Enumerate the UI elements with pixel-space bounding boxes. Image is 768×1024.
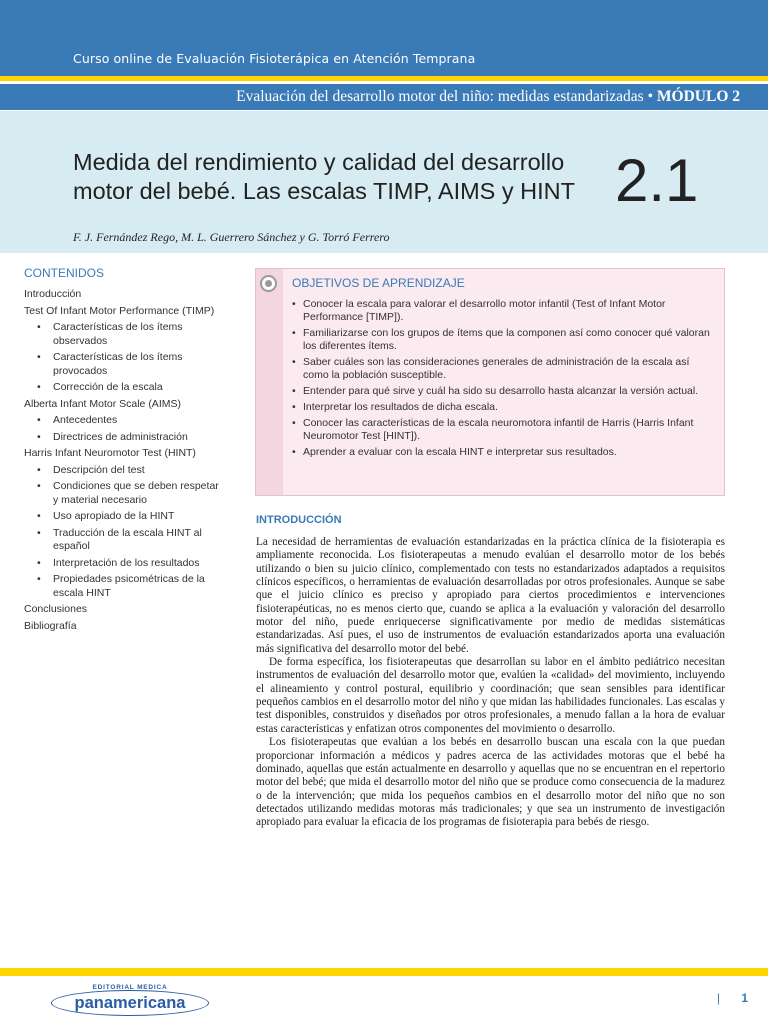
module-bar <box>0 84 768 110</box>
objective-item: • Interpretar los resultados de dicha escala. <box>292 401 712 414</box>
contents-item[interactable]: Harris Infant Neuromotor Test (HINT) <box>24 447 196 459</box>
contents-subitem[interactable]: • Características de los ítems observados <box>24 321 224 348</box>
introduction-body <box>256 536 725 830</box>
objective-item: • Conocer las características de la escala neuromotora infantil de Harris (Harris Infant Neuromotor Test [HINT]). <box>292 417 712 443</box>
contents-subitem[interactable]: • Antecedentes <box>24 414 224 428</box>
chapter-authors: F. J. Fernández Rego, M. L. Guerrero Sánchez y G. Torró Ferrero <box>73 230 390 244</box>
contents-subitem[interactable]: • Traducción de la escala HINT al español <box>24 527 224 554</box>
contents-item[interactable]: Bibliografía <box>24 619 77 632</box>
objective-item: • Entender para qué sirve y cuál ha sido su desarrollo hasta alcanzar la versión actual. <box>292 385 712 398</box>
contents-subitem[interactable]: • Características de los ítems provocados <box>24 351 224 378</box>
logo-main-text: panamericana <box>51 990 209 1016</box>
target-icon <box>260 275 277 292</box>
module-separator: • <box>647 88 654 105</box>
contents-item[interactable]: Conclusiones <box>24 603 88 615</box>
introduction-paragraph: De forma específica, los fisioterapeutas que desarrollan su labor en el ámbito pediátrico necesitan instrumentos de evaluación del desarrollo motor que, evalúen la «calidad» del movimiento, incluyendo el alineamiento y control postural, equilibrio y coordinación; que sean sensibles para identificar pequeños cambios en el desarrollo motor del niño y que midan las habilidades funcionales. Las escalas y test disponibles, construidos y diseñados por otros profesionales, a menudo fallan a la hora de evaluar estas características y enfatizan otros componentes del movimiento o desarrollo. <box>256 656 725 735</box>
contents-heading: CONTENIDOS <box>24 266 105 280</box>
page-number <box>717 991 748 1005</box>
contents-item[interactable]: Introducción <box>24 288 82 300</box>
contents-subitem[interactable]: • Condiciones que se deben respetar y material necesario <box>24 480 224 507</box>
logo-top-text: EDITORIAL MEDICA <box>92 984 168 991</box>
objectives-stripe <box>256 269 283 495</box>
contents-item[interactable]: Alberta Infant Motor Scale (AIMS) <box>24 397 181 410</box>
header-divider <box>0 76 768 81</box>
contents-subitem[interactable]: • Directrices de administración <box>24 431 224 445</box>
page-separator: | <box>716 991 720 1005</box>
chapter-title-line2: motor del bebé. Las escalas TIMP, AIMS y HINT <box>73 178 575 204</box>
chapter-title <box>73 148 613 206</box>
publisher-logo <box>51 984 209 1016</box>
contents-subitem[interactable]: • Uso apropiado de la HINT <box>24 510 224 524</box>
contents-list <box>24 288 224 633</box>
contents-item[interactable]: Test Of Infant Motor Performance (TIMP) <box>24 304 215 317</box>
objective-item: • Familiarizarse con los grupos de ítems que la componen así como conocer qué valoran los diferentes ítems. <box>292 327 712 353</box>
module-text <box>236 88 740 106</box>
objective-item: • Aprender a evaluar con la escala HINT e interpretar sus resultados. <box>292 446 712 459</box>
objectives-box <box>255 268 725 496</box>
contents-sidebar <box>24 266 224 636</box>
introduction-heading: INTRODUCCIÓN <box>256 514 342 526</box>
module-label: MÓDULO 2 <box>656 88 740 105</box>
chapter-number: 2.1 <box>615 147 699 214</box>
contents-subitem[interactable]: • Corrección de la escala <box>24 381 224 395</box>
objectives-heading: OBJETIVOS DE APRENDIZAJE <box>292 276 465 290</box>
contents-subitem[interactable]: • Propiedades psicométricas de la escala HINT <box>24 573 224 600</box>
objective-item: • Saber cuáles son las consideraciones generales de administración de la escala así como la población susceptible. <box>292 356 712 382</box>
introduction-paragraph: La necesidad de herramientas de evaluación estandarizadas en la práctica clínica de la fisioterapia es ampliamente reconocida. Los fisioterapeutas a menudo evalúan el desarrollo motor de los bebés utilizando o bien su juicio clínico, complementado con tests no estandarizados adaptados a requisitos clínicos específicos, o herramientas de evaluación desarrolladas por otros profesionales. Aunque se sabe que el juicio clínico es preciso y apropiado para ciertos procedimientos e intervenciones fisioterapéuticas, no es menos cierto que, cuando se aplica a la evaluación y valoración del desarrollo motor del niño, puede enriquecerse significativamente por medio de medidas sistemáticas estandarizadas. Así pues, el uso de instrumentos de evaluación estandarizados aporta una evaluación más significativa del desarrollo motor del bebé. <box>256 536 725 655</box>
objective-item: • Conocer la escala para valorar el desarrollo motor infantil (Test of Infant Motor Performance [TIMP]). <box>292 298 712 324</box>
course-title: Curso online de Evaluación Fisioterápica en Atención Temprana <box>73 51 476 66</box>
chapter-title-line1: Medida del rendimiento y calidad del desarrollo <box>73 149 565 175</box>
header-bar <box>0 0 768 76</box>
module-title: Evaluación del desarrollo motor del niño: medidas estandarizadas <box>236 88 644 105</box>
footer-divider <box>0 968 768 976</box>
introduction-paragraph: Los fisioterapeutas que evalúan a los bebés en desarrollo buscan una escala con la que puedan proporcionar información a médicos y padres acerca de las actividades motoras que el bebé ha dominado, aquellas que están actualmente en desarrollo y aquellas que no se encuentran en el repertorio motor del bebé; que mida el desarrollo motor del niño que se produce como consecuencia de la madurez o de la intervención; que mida los pequeños cambios en el desarrollo motor del niño que no son detectados utilizando medidas motoras más tradicionales; y que sea un instrumento de investigación apropiado para evaluar la eficacia de los programas de fisioterapia para bebés de riesgo. <box>256 736 725 829</box>
objectives-list <box>292 298 712 462</box>
page-number-value: 1 <box>741 991 748 1005</box>
contents-subitem[interactable]: • Descripción del test <box>24 464 224 478</box>
contents-subitem[interactable]: • Interpretación de los resultados <box>24 557 224 571</box>
